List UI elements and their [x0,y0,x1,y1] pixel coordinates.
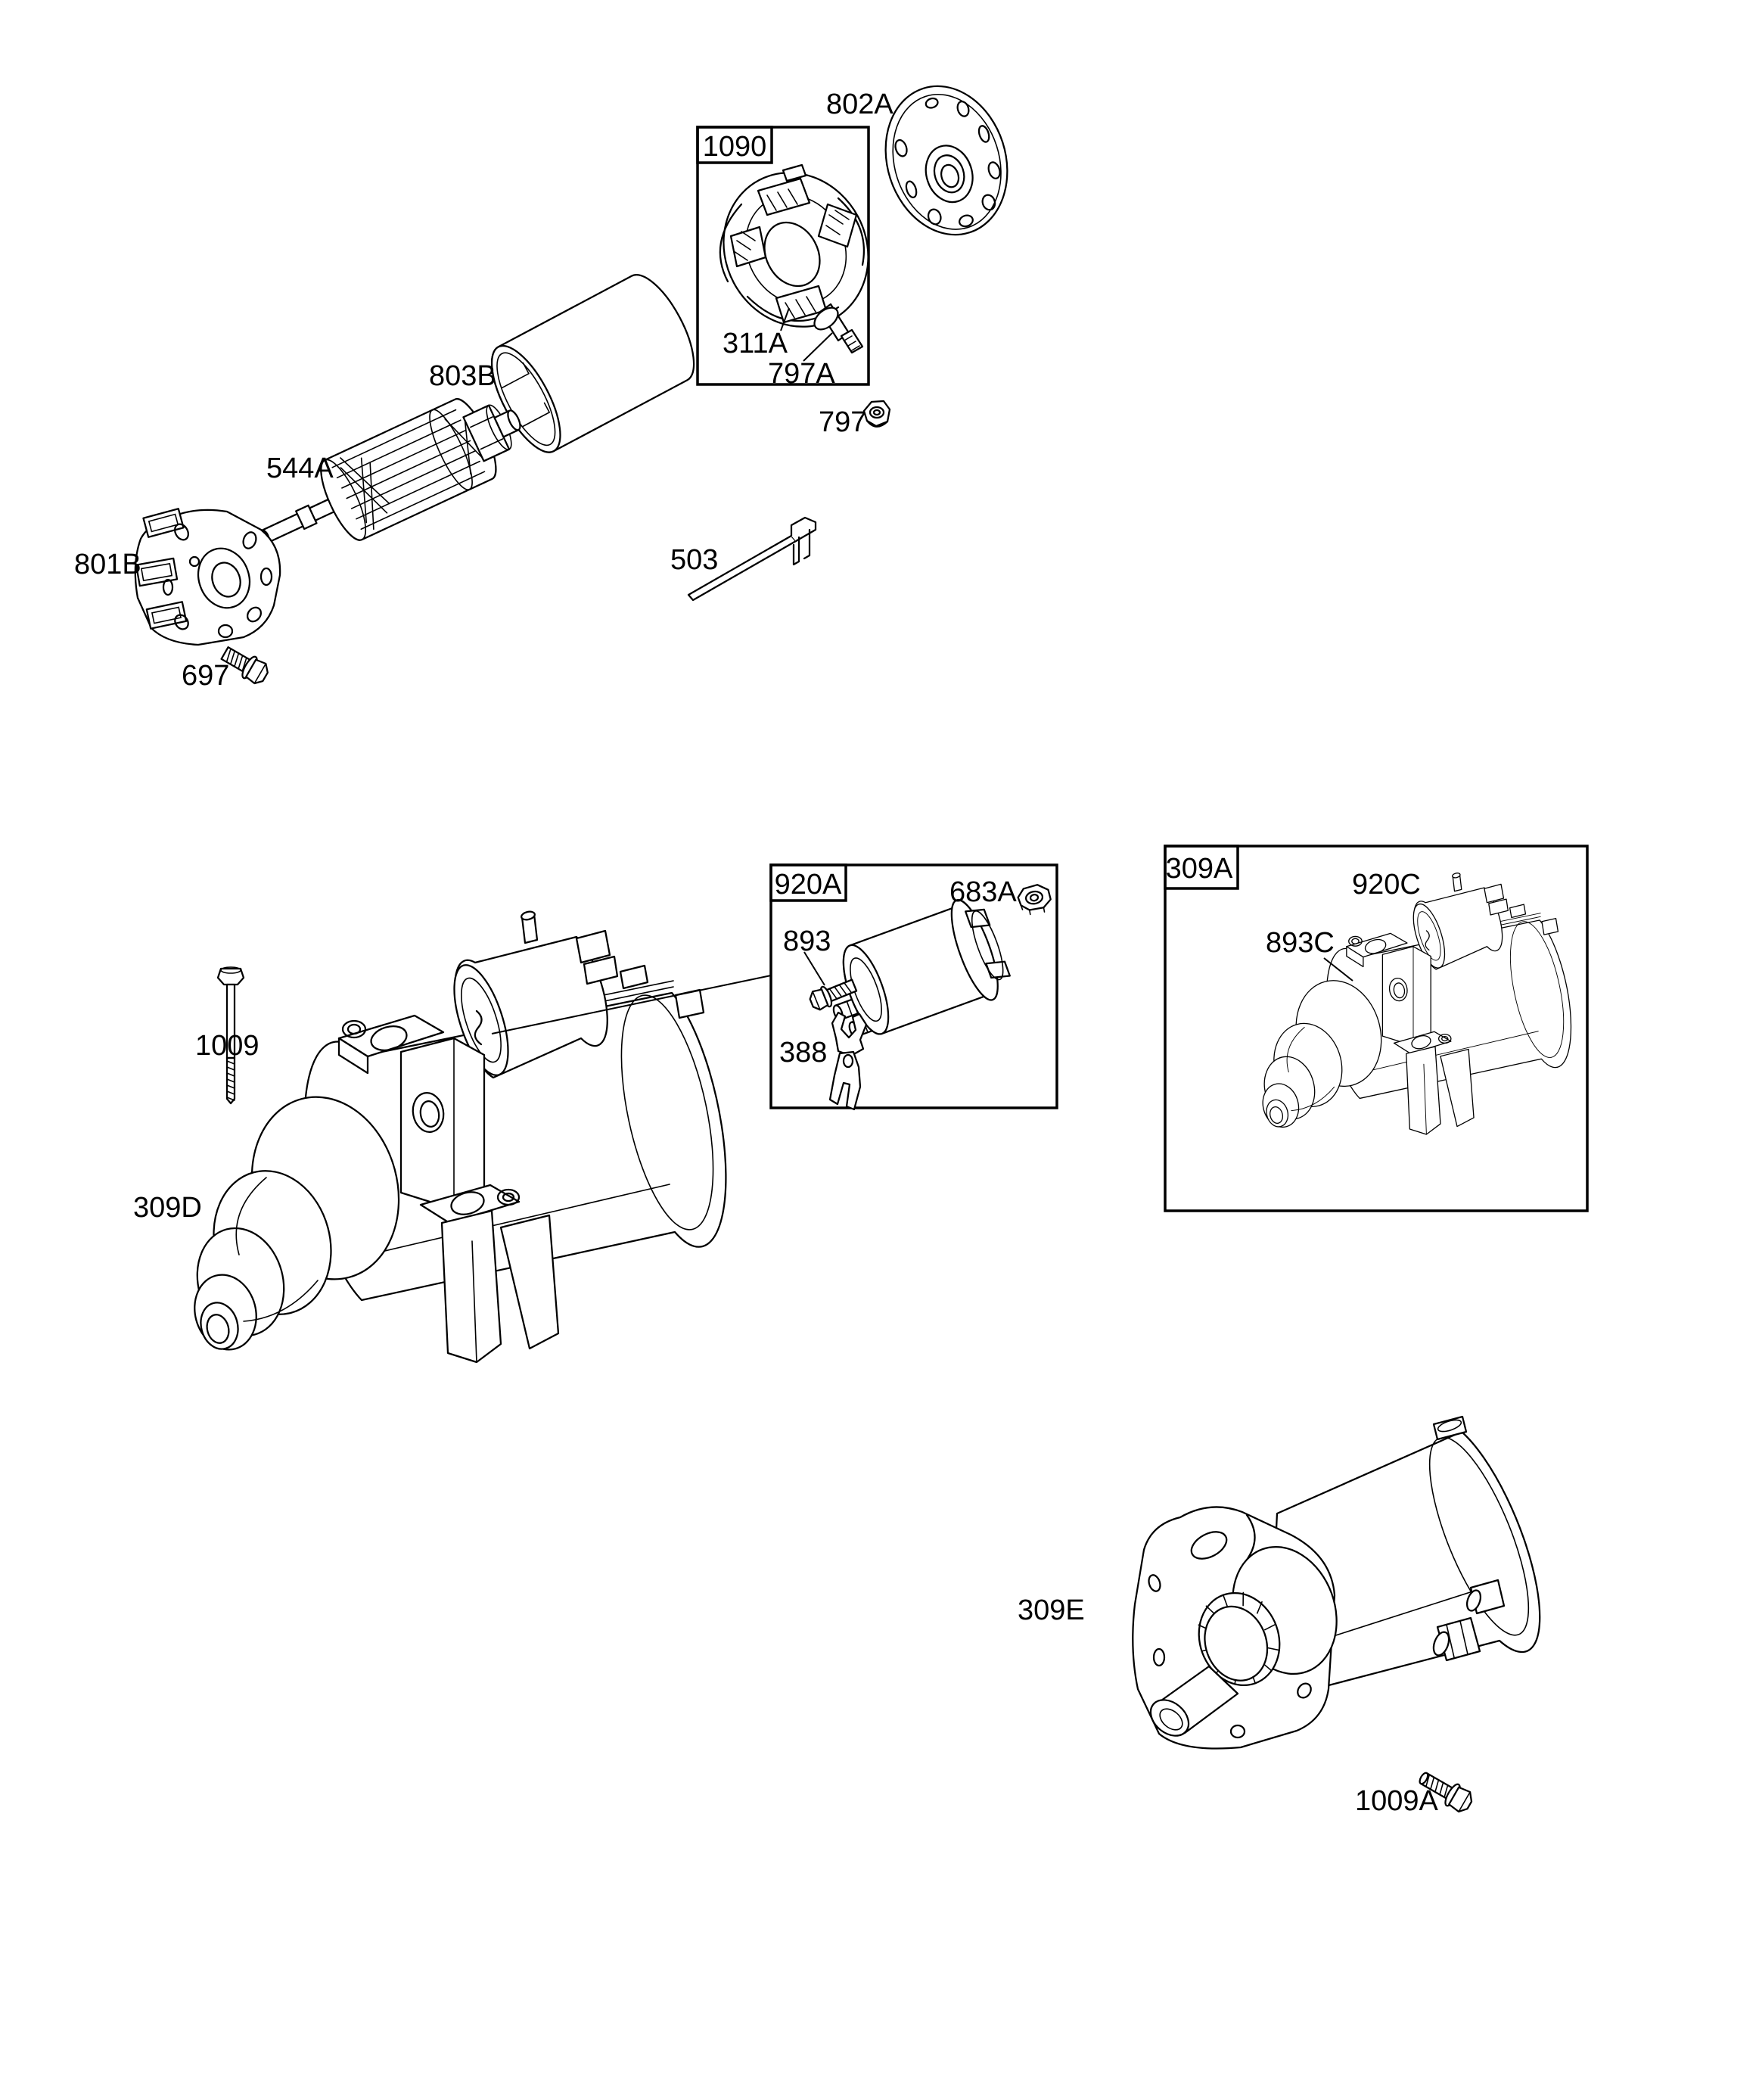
callout-797-label: 797 [819,406,867,438]
callout-1090-label: 1090 [702,131,767,163]
part-920c-starter-drawing [1257,873,1574,1134]
callout-801b-label: 801B [74,549,141,580]
callout-797a-label: 797A [768,358,835,390]
part-309e-starter-drawing [1133,1417,1548,1749]
callout-388-label: 388 [779,1037,828,1069]
part-920a-solenoid-drawing [813,892,1016,1053]
callout-920c-label: 920C [1352,869,1421,901]
callout-697-label: 697 [182,660,230,692]
callout-802a-label: 802A [826,89,893,120]
callout-309d-label: 309D [133,1192,202,1224]
callout-309a-label: 309A [1165,853,1233,885]
callout-803b-label: 803B [429,360,496,392]
callout-503-label: 503 [670,544,719,576]
part-797-nut-drawing [864,401,890,427]
part-309d-starter-drawing [185,910,730,1362]
part-683a-nut-drawing [1017,883,1053,916]
part-388-fork-drawing [830,1013,866,1109]
callout-893-label: 893 [783,926,831,957]
callout-544a-label: 544A [266,453,334,484]
callout-309e-label: 309E [1018,1594,1085,1626]
callout-920a-label: 920A [774,869,842,901]
callout-683a-label: 683A [949,876,1017,908]
part-801b-bracket-drawing [135,509,280,645]
part-1090-brush-holder-drawing [697,148,895,353]
leader-797a [803,333,832,361]
callout-1009-label: 1009 [195,1030,259,1062]
callout-1009a-label: 1009A [1355,1785,1438,1817]
callout-893c-label: 893C [1266,927,1335,959]
callout-311a-label: 311A [723,328,788,359]
